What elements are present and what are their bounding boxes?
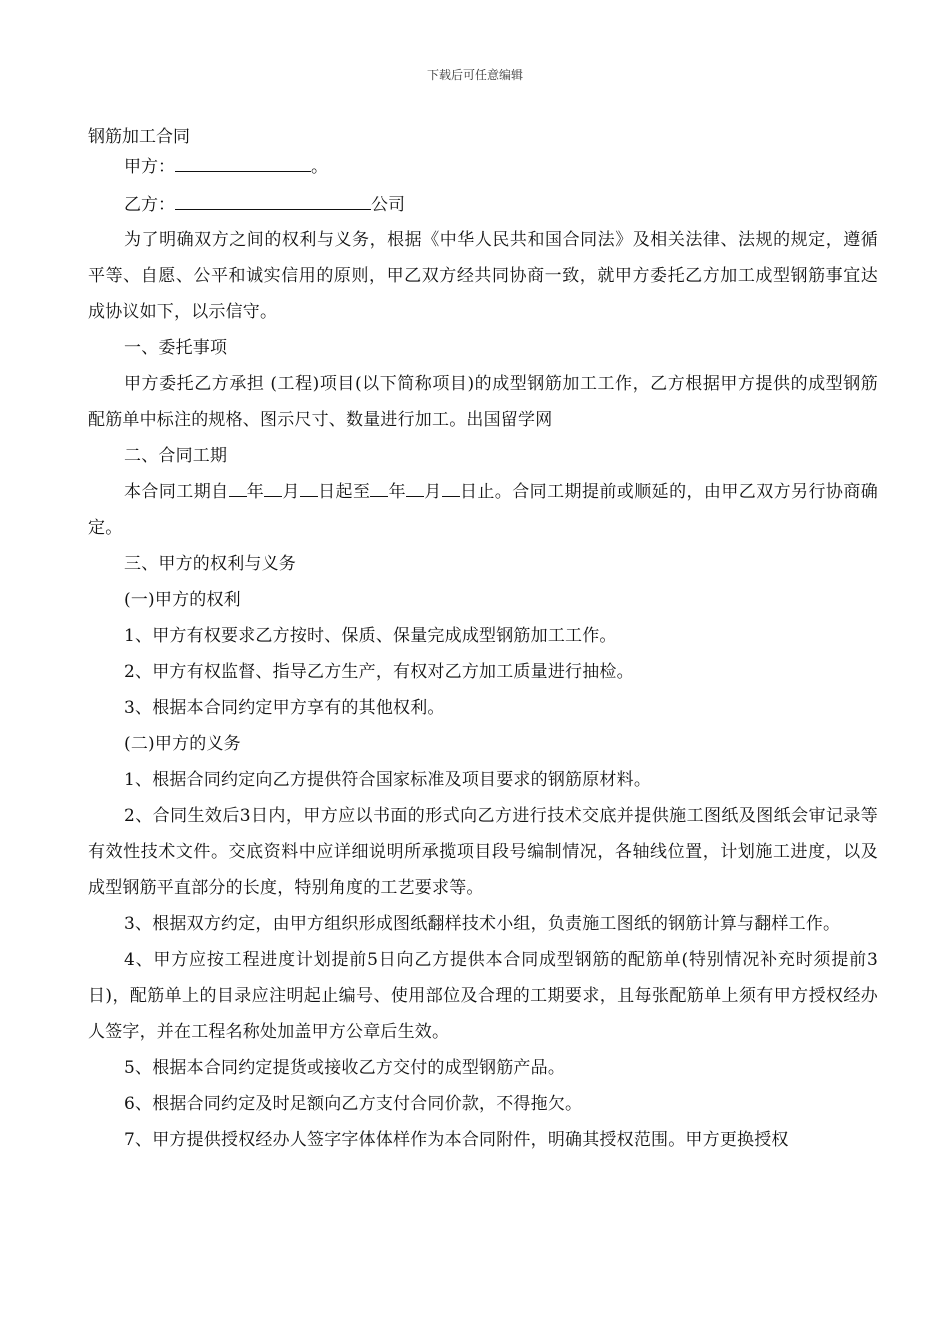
heading-section-2: 二、合同工期 <box>124 446 228 466</box>
rights-item-1: 1、甲方有权要求乙方按时、保质、保量完成成型钢筋加工工作。 <box>124 626 617 646</box>
blank-month-end <box>406 476 424 497</box>
party-b-blank <box>175 189 371 210</box>
blank-day-end <box>442 476 460 497</box>
party-b-label: 乙方： <box>124 195 175 215</box>
document-body <box>88 124 878 1158</box>
blank-month-start <box>264 476 282 497</box>
heading-section-3: 三、甲方的权利与义务 <box>124 554 296 574</box>
blank-year-end <box>370 476 388 497</box>
page-header: 下载后可任意编辑 <box>426 68 523 82</box>
obligation-item-4: 4、甲方应按工程进度计划提前5日向乙方提供本合同成型钢筋的配筋单(特别情况补充时须提前3日)，配筋单上的目录应注明起止编号、使用部位及合理的工期要求，且每张配筋单上须有甲方授权经办人签字，并在工程名称处加盖甲方公章后生效。 <box>88 950 878 1042</box>
subheading-rights: (一)甲方的权利 <box>124 590 241 610</box>
obligation-item-5: 5、根据本合同约定提货或接收乙方交付的成型钢筋产品。 <box>124 1058 566 1078</box>
rights-item-2: 2、甲方有权监督、指导乙方生产，有权对乙方加工质量进行抽检。 <box>124 662 634 682</box>
blank-year-start <box>229 476 247 497</box>
party-a-blank <box>175 151 311 172</box>
obligation-item-7: 7、甲方提供授权经办人签字字体体样作为本合同附件，明确其授权范围。甲方更换授权 <box>124 1130 789 1150</box>
subheading-obligations: (二)甲方的义务 <box>124 734 241 754</box>
party-a-suffix: 。 <box>311 157 328 177</box>
obligation-item-2: 2、合同生效后3日内，甲方应以书面的形式向乙方进行技术交底并提供施工图纸及图纸会审记录等有效性技术文件。交底资料中应详细说明所承揽项目段号编制情况，各轴线位置，计划施工进度，以及成型钢筋平直部分的长度，特别角度的工艺要求等。 <box>88 806 878 898</box>
paragraph-contract-term: 本合同工期自 年 月 日起至 年 月 日止。合同工期提前或顺延的，由甲乙双方另行协商确定。 <box>88 474 878 546</box>
heading-section-1: 一、委托事项 <box>124 338 228 358</box>
document-title: 钢筋加工合同 <box>88 127 190 147</box>
paragraph-preamble: 为了明确双方之间的权利与义务，根据《中华人民共和国合同法》及相关法律、法规的规定，遵循平等、自愿、公平和诚实信用的原则，甲乙双方经共同协商一致，就甲方委托乙方加工成型钢筋事宜达成协议如下，以示信守。 <box>88 230 878 322</box>
blank-day-start <box>300 476 318 497</box>
obligation-item-1: 1、根据合同约定向乙方提供符合国家标准及项目要求的钢筋原材料。 <box>124 770 652 790</box>
obligation-item-3: 3、根据双方约定，由甲方组织形成图纸翻样技术小组，负责施工图纸的钢筋计算与翻样工作。 <box>124 914 841 934</box>
obligation-item-6: 6、根据合同约定及时足额向乙方支付合同价款，不得拖欠。 <box>124 1094 583 1114</box>
party-b-suffix: 公司 <box>371 195 405 215</box>
party-b-line <box>88 188 878 222</box>
party-a-line <box>88 150 878 184</box>
rights-item-3: 3、根据本合同约定甲方享有的其他权利。 <box>124 698 445 718</box>
party-a-label: 甲方： <box>124 157 175 177</box>
paragraph-section-1: 甲方委托乙方承担 (工程)项目(以下简称项目)的成型钢筋加工工作，乙方根据甲方提供的成型钢筋配筋单中标注的规格、图示尺寸、数量进行加工。出国留学网 <box>88 374 878 430</box>
